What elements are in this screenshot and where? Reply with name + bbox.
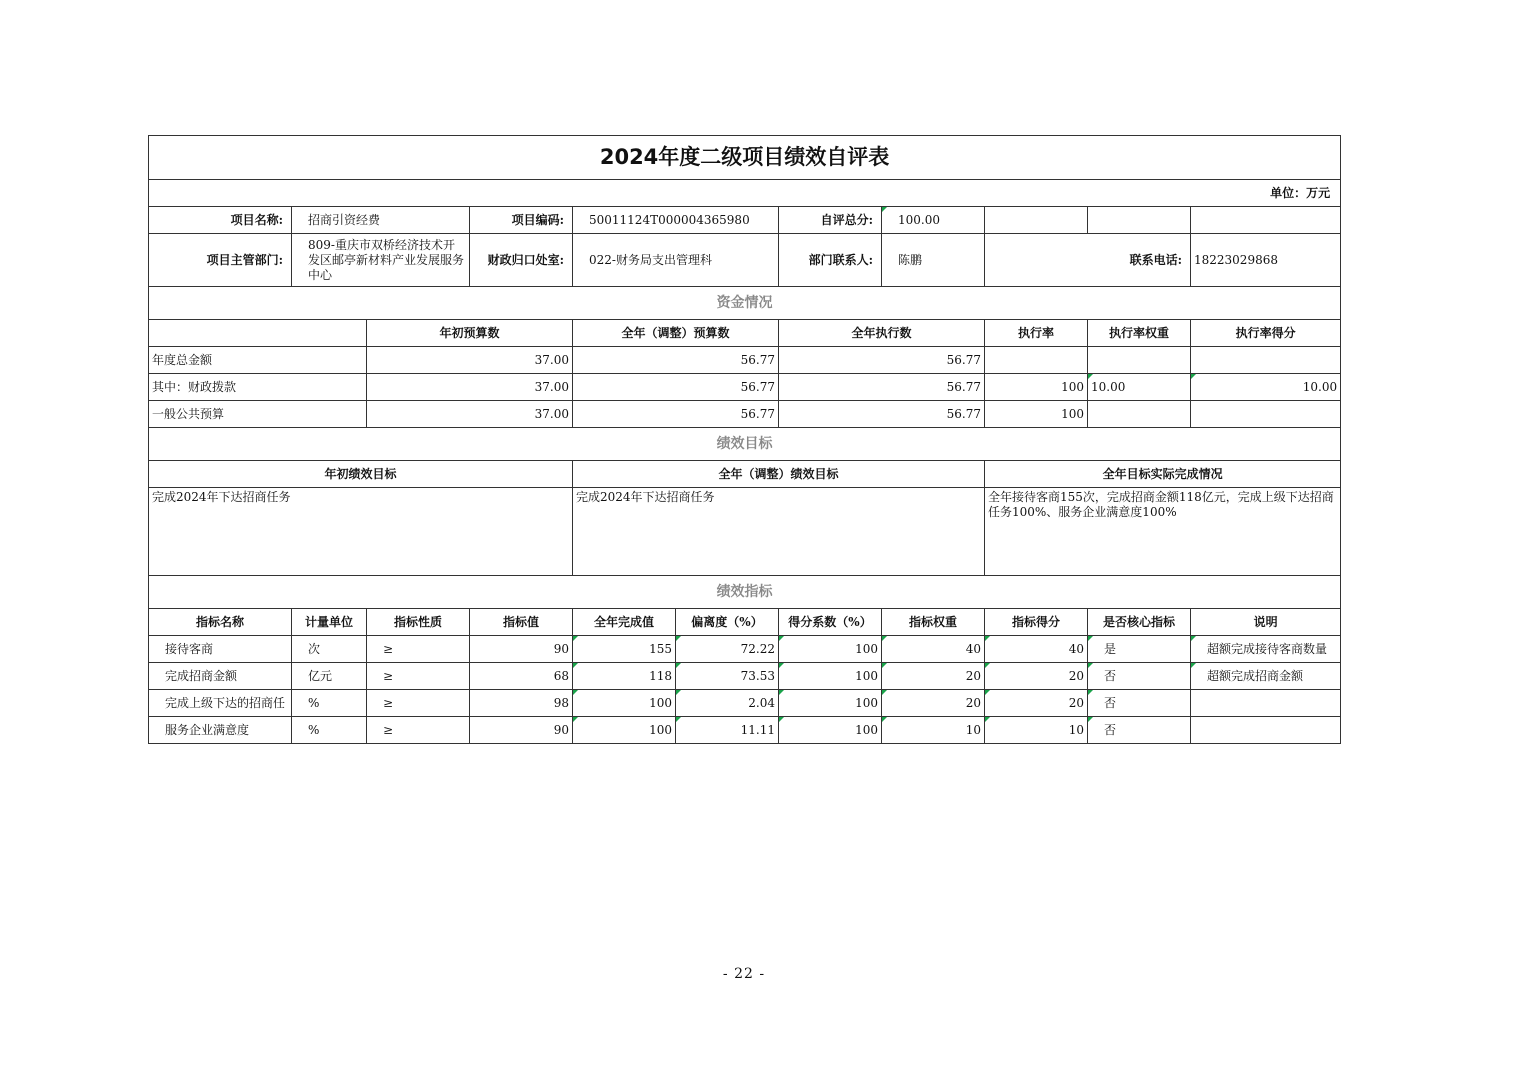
- indicator-score: 40: [985, 636, 1088, 663]
- funds-adjusted: 56.77: [573, 347, 779, 374]
- project-name-label: 项目名称:: [149, 207, 292, 234]
- funds-executed: 56.77: [779, 374, 985, 401]
- indicator-target: 68: [470, 663, 573, 690]
- indicator-note: [1191, 690, 1341, 717]
- indicator-unit: %: [292, 690, 367, 717]
- page-title: 2024年度二级项目绩效自评表: [149, 136, 1341, 180]
- indicators-section-title: 绩效指标: [149, 576, 1341, 609]
- indicator-header: 得分系数（%）: [779, 609, 882, 636]
- empty-cell: [1088, 207, 1191, 234]
- funds-header: 执行率: [985, 320, 1088, 347]
- indicator-actual: 100: [573, 717, 676, 744]
- indicator-actual: 118: [573, 663, 676, 690]
- indicator-note: [1191, 717, 1341, 744]
- indicator-header: 是否核心指标: [1088, 609, 1191, 636]
- indicator-deviation: 72.22: [676, 636, 779, 663]
- funds-header: 全年（调整）预算数: [573, 320, 779, 347]
- empty-cell: [1191, 207, 1341, 234]
- empty-cell: [985, 207, 1088, 234]
- indicator-nature: ≥: [367, 636, 470, 663]
- indicator-coef: 100: [779, 690, 882, 717]
- phone-value: 18223029868: [1191, 234, 1341, 287]
- indicator-note: 超额完成接待客商数量: [1191, 636, 1341, 663]
- indicator-note: 超额完成招商金额: [1191, 663, 1341, 690]
- project-code-label: 项目编码:: [470, 207, 573, 234]
- indicator-header: 指标得分: [985, 609, 1088, 636]
- funds-initial: 37.00: [367, 347, 573, 374]
- indicator-header: 指标名称: [149, 609, 292, 636]
- funds-executed: 56.77: [779, 347, 985, 374]
- funds-rate: 100: [985, 401, 1088, 428]
- goals-section-title: 绩效目标: [149, 428, 1341, 461]
- empty-cell: [149, 320, 367, 347]
- indicator-unit: %: [292, 717, 367, 744]
- indicator-name: 接待客商: [149, 636, 292, 663]
- indicator-deviation: 2.04: [676, 690, 779, 717]
- indicator-coef: 100: [779, 636, 882, 663]
- project-name: 招商引资经费: [292, 207, 470, 234]
- funds-section-title: 资金情况: [149, 287, 1341, 320]
- funds-executed: 56.77: [779, 401, 985, 428]
- goal-actual: 全年接待客商155次，完成招商金额118亿元，完成上级下达招商任务100%、服务企业满意度100%: [985, 488, 1341, 576]
- indicator-score: 20: [985, 690, 1088, 717]
- funds-header: 执行率得分: [1191, 320, 1341, 347]
- funds-row-name: 其中：财政拨款: [149, 374, 367, 401]
- indicator-header: 指标值: [470, 609, 573, 636]
- contact-value: 陈鹏: [882, 234, 985, 287]
- funds-adjusted: 56.77: [573, 401, 779, 428]
- indicator-header: 偏离度（%）: [676, 609, 779, 636]
- funds-score: 10.00: [1191, 374, 1341, 401]
- funds-row-name: 一般公共预算: [149, 401, 367, 428]
- indicator-core: 是: [1088, 636, 1191, 663]
- funds-initial: 37.00: [367, 374, 573, 401]
- goal-initial: 完成2024年下达招商任务: [149, 488, 573, 576]
- funds-weight: 10.00: [1088, 374, 1191, 401]
- indicator-target: 98: [470, 690, 573, 717]
- indicator-score: 20: [985, 663, 1088, 690]
- funds-weight: [1088, 347, 1191, 374]
- indicator-header: 全年完成值: [573, 609, 676, 636]
- indicator-weight: 20: [882, 690, 985, 717]
- funds-header: 年初预算数: [367, 320, 573, 347]
- indicator-target: 90: [470, 636, 573, 663]
- indicator-weight: 10: [882, 717, 985, 744]
- indicator-score: 10: [985, 717, 1088, 744]
- goals-header: 全年目标实际完成情况: [985, 461, 1341, 488]
- funds-weight: [1088, 401, 1191, 428]
- indicator-core: 否: [1088, 690, 1191, 717]
- funds-adjusted: 56.77: [573, 374, 779, 401]
- total-score: 100.00: [882, 207, 985, 234]
- indicator-nature: ≥: [367, 663, 470, 690]
- indicator-name: 服务企业满意度: [149, 717, 292, 744]
- funds-rate: 100: [985, 374, 1088, 401]
- indicator-header: 指标权重: [882, 609, 985, 636]
- score-label: 自评总分:: [779, 207, 882, 234]
- indicator-name: 完成招商金额: [149, 663, 292, 690]
- indicator-unit: 亿元: [292, 663, 367, 690]
- indicator-target: 90: [470, 717, 573, 744]
- indicator-weight: 40: [882, 636, 985, 663]
- indicator-actual: 155: [573, 636, 676, 663]
- indicator-weight: 20: [882, 663, 985, 690]
- goals-header: 年初绩效目标: [149, 461, 573, 488]
- funds-header: 执行率权重: [1088, 320, 1191, 347]
- indicator-core: 否: [1088, 717, 1191, 744]
- funds-row-name: 年度总金额: [149, 347, 367, 374]
- goals-header: 全年（调整）绩效目标: [573, 461, 985, 488]
- indicator-header: 说明: [1191, 609, 1341, 636]
- indicator-header: 计量单位: [292, 609, 367, 636]
- indicator-coef: 100: [779, 663, 882, 690]
- funds-score: [1191, 347, 1341, 374]
- dept-value: 809-重庆市双桥经济技术开发区邮亭新材料产业发展服务中心: [292, 234, 470, 287]
- page-number: - 22 -: [722, 966, 766, 982]
- indicator-coef: 100: [779, 717, 882, 744]
- project-code: 50011124T000004365980: [573, 207, 779, 234]
- indicator-actual: 100: [573, 690, 676, 717]
- funds-initial: 37.00: [367, 401, 573, 428]
- dept-label: 项目主管部门:: [149, 234, 292, 287]
- indicator-deviation: 73.53: [676, 663, 779, 690]
- unit-label: 单位：万元: [149, 180, 1341, 207]
- funds-score: [1191, 401, 1341, 428]
- goal-adjusted: 完成2024年下达招商任务: [573, 488, 985, 576]
- funds-rate: [985, 347, 1088, 374]
- phone-label: 联系电话:: [985, 234, 1191, 287]
- indicator-unit: 次: [292, 636, 367, 663]
- funds-header: 全年执行数: [779, 320, 985, 347]
- performance-table: [148, 135, 1341, 744]
- finance-value: 022-财务局支出管理科: [573, 234, 779, 287]
- indicator-deviation: 11.11: [676, 717, 779, 744]
- indicator-core: 否: [1088, 663, 1191, 690]
- contact-label: 部门联系人:: [779, 234, 882, 287]
- indicator-nature: ≥: [367, 690, 470, 717]
- finance-label: 财政归口处室:: [470, 234, 573, 287]
- indicator-name: 完成上级下达的招商任: [149, 690, 292, 717]
- indicator-header: 指标性质: [367, 609, 470, 636]
- indicator-nature: ≥: [367, 717, 470, 744]
